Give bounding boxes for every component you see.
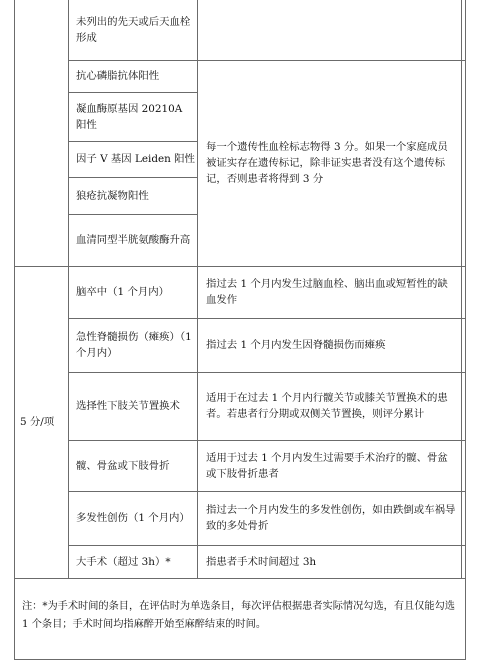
item-label: 多发性创伤（1 个月内） xyxy=(76,512,190,524)
table-cell-description xyxy=(206,545,456,578)
description-text: 适用于过去 1 个月内发生过需要手术治疗的髋、骨盆或下肢骨折患者 xyxy=(206,451,448,480)
description-text: 指过去 1 个月内发生过脑血栓、脑出血或短暂性的缺血发作 xyxy=(206,278,448,306)
item-label: 因子 V 基因 Leiden 阳性 xyxy=(76,153,195,165)
item-label: 脑卒中（1 个月内） xyxy=(76,286,170,298)
table-border-left xyxy=(14,0,15,660)
table-cell-item xyxy=(76,92,192,141)
table-cell-item xyxy=(76,440,192,491)
table-cell-item xyxy=(76,372,192,440)
description-text: 指过去 1 个月内发生因脊髓损伤而瘫痪 xyxy=(206,339,386,351)
table-cell-item xyxy=(76,214,192,266)
item-label: 髋、骨盆或下肢骨折 xyxy=(76,459,170,472)
item-label: 未列出的先天或后天血栓形成 xyxy=(76,16,191,44)
table-cell-item xyxy=(76,60,192,92)
description-text: 适用于在过去 1 个月内行髋关节或膝关节置换术的患者。若患者行分期或双侧关节置换，则评分累计 xyxy=(206,392,448,420)
table-cell-description xyxy=(206,440,456,491)
description-text: 指过去一个月内发生的多发性创伤，如由跌倒或车祸导致的多处骨折 xyxy=(206,504,456,532)
item-label: 抗心磷脂抗体阳性 xyxy=(76,70,160,82)
item-label: 狼疮抗凝物阳性 xyxy=(76,189,149,202)
table-cell-item xyxy=(76,491,192,545)
note-bottom-border xyxy=(14,659,466,660)
item-label: 血清同型半胱氨酸酶升高 xyxy=(76,234,191,246)
table-cell-item xyxy=(76,141,196,177)
description-text: 每一个遗传性血栓标志物得 3 分。如果一个家庭成员被证实存在遗传标记，除非证实患者没有这个遗传标记，否则患者将得到 3 分 xyxy=(206,141,448,185)
table-cell-item xyxy=(76,177,192,214)
item-label: 凝血酶原基因 20210A 阳性 xyxy=(76,102,183,131)
table-cell-item xyxy=(76,266,192,318)
table-cell-item xyxy=(76,545,192,578)
table-cell-item xyxy=(76,0,192,60)
table-footnote: 注：*为手术时间的条目，在评估时为单选条目，每次评估根据患者实际情况勾选，有且仅能勾选 1 个条目；手术时间均指麻醉开始至麻醉结束的时间。 xyxy=(22,601,455,630)
item-label: 大手术（超过 3h）* xyxy=(76,555,171,568)
table-cell-description xyxy=(206,372,456,440)
table-bottom-border xyxy=(14,578,465,579)
table-border-right xyxy=(465,0,466,660)
table-cell-description xyxy=(206,266,456,318)
table-cell-item xyxy=(76,318,192,372)
table-cell-description xyxy=(206,60,456,266)
table-cell-description xyxy=(206,491,456,545)
item-label: 选择性下肢关节置换术 xyxy=(76,400,180,412)
score-label: 5 分/项 xyxy=(20,416,55,428)
description-text: 指患者手术时间超过 3h xyxy=(206,555,317,568)
item-label: 急性脊髓损伤（瘫痪）（1 个月内） xyxy=(76,331,192,359)
table-cell-score xyxy=(20,266,66,578)
table-cell-description xyxy=(206,318,456,372)
